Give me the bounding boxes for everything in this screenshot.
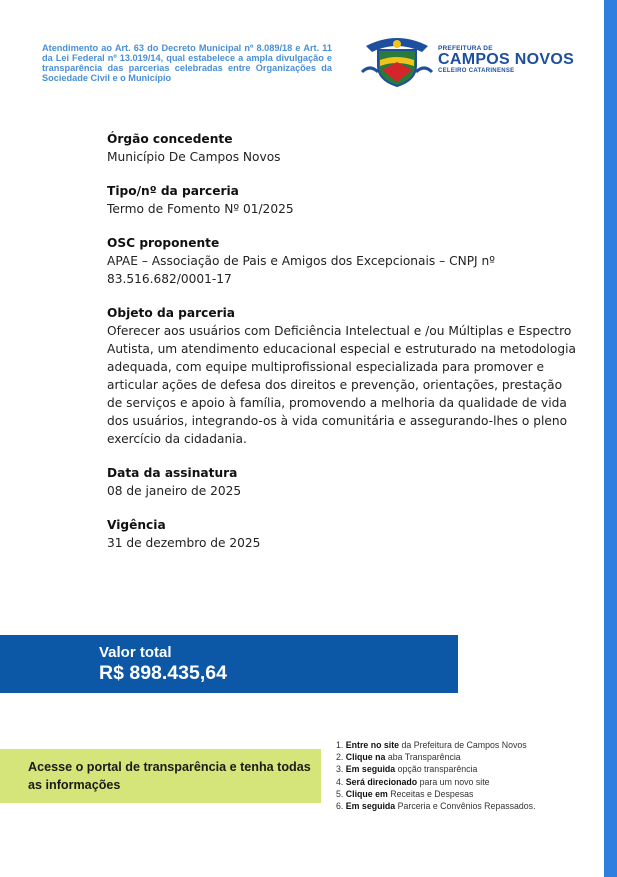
field-value: APAE – Associação de Pais e Amigos dos Excepcionais – CNPJ nº 83.516.682/0001-17 [107, 254, 495, 286]
field-tipo [107, 183, 577, 218]
step-item: 5. Clique em Receitas e Despesas [336, 788, 474, 799]
step-item: 2. Clique na aba Transparência [336, 752, 461, 763]
access-steps-list [336, 739, 606, 812]
portal-callout-text: Acesse o portal de transparência e tenha todas as informações [28, 760, 311, 792]
total-value-banner [0, 635, 458, 693]
total-amount: R$ 898.435,64 [99, 662, 227, 684]
logo-line-2: CAMPOS NOVOS [438, 51, 575, 68]
step-item: 6. Em seguida Parceria e Convênios Repassados. [336, 801, 536, 812]
partnership-details [107, 131, 577, 569]
field-orgao [107, 131, 577, 166]
field-data-assinatura [107, 465, 577, 500]
field-label: Órgão concedente [107, 132, 233, 146]
field-value: Oferecer aos usuários com Deficiência Intelectual e /ou Múltiplas e Espectro Autista, um atendimento educacional especial e estruturado na metodologia adequada, com equipe multiprofissional especializada para promover e articular ações de defesa dos direitos e prevenção, orientações, prestação de serviços e apoio à família, promovendo a melhoria da qualidade de vida dos usuários, integrando-os à vida comunitária e assegurando-lhes o pleno exercício da cidadania. [107, 324, 576, 446]
step-item: 3. Em seguida opção transparência [336, 764, 478, 775]
field-vigencia [107, 517, 577, 552]
field-value: Termo de Fomento Nº 01/2025 [107, 202, 294, 216]
logo-line-3: CELEIRO CATARINENSE [438, 68, 515, 74]
legal-notice: Atendimento ao Art. 63 do Decreto Municipal nº 8.089/18 e Art. 11 da Lei Federal nº 13.019/14, qual estabelece a ampla divulgação e transparência das parcerias celebradas entre Organizações da Sociedade Civil e o Município [42, 43, 332, 83]
field-label: Data da assinatura [107, 466, 238, 480]
field-label: OSC proponente [107, 236, 220, 250]
field-osc [107, 235, 577, 288]
field-value: 31 de dezembro de 2025 [107, 536, 261, 550]
total-label: Valor total [99, 644, 172, 661]
field-label: Tipo/nº da parceria [107, 184, 239, 198]
step-item: 4. Será direcionado para um novo site [336, 776, 490, 787]
portal-callout [0, 749, 321, 803]
logo-line-1: PREFEITURA DE [438, 45, 493, 52]
step-item: 1. Entre no site da Prefeitura de Campos Novos [336, 740, 527, 750]
city-logo [360, 32, 580, 90]
field-label: Vigência [107, 518, 166, 532]
field-objeto [107, 305, 577, 448]
field-value: 08 de janeiro de 2025 [107, 484, 242, 498]
field-label: Objeto da parceria [107, 306, 236, 320]
field-value: Município De Campos Novos [107, 150, 281, 164]
coat-of-arms-icon [360, 32, 434, 90]
